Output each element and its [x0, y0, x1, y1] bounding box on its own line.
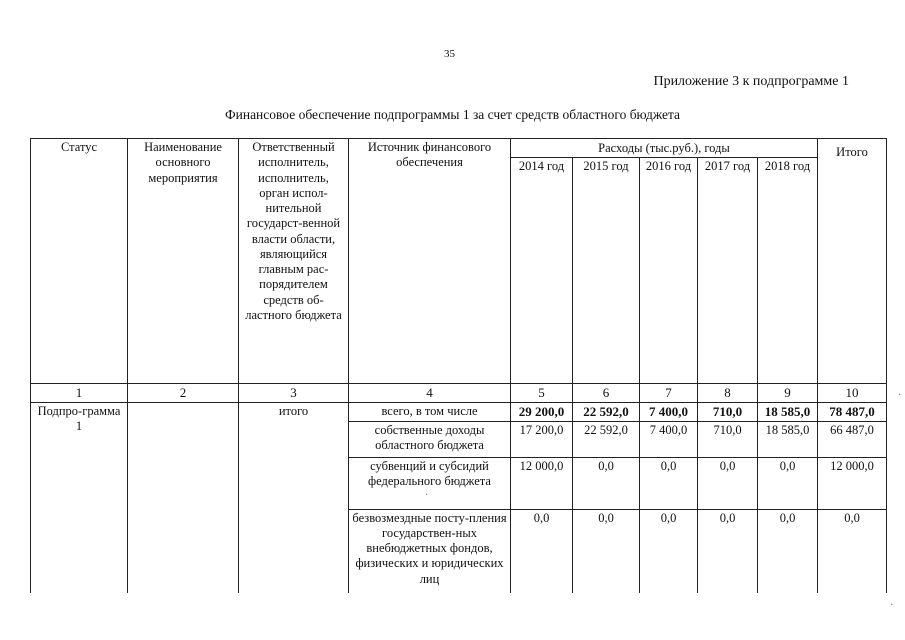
value-2018: 0,0 — [758, 509, 818, 593]
header-expenses-group: Расходы (тыс.руб.), годы — [511, 139, 818, 158]
column-number: 7 — [640, 384, 698, 403]
header-row — [31, 139, 887, 158]
column-number: 2 — [128, 384, 239, 403]
column-number: 1 — [31, 384, 128, 403]
value-2015: 22 592,0 — [573, 421, 640, 457]
header-year-2014: 2014 год — [511, 158, 573, 384]
header-source: Источник финансового обеспечения — [349, 139, 511, 384]
value-2016: 0,0 — [640, 509, 698, 593]
value-2014: 0,0 — [511, 509, 573, 593]
value-2017: 710,0 — [698, 402, 758, 421]
budget-table — [30, 138, 887, 593]
value-2018: 0,0 — [758, 457, 818, 509]
header-year-2017: 2017 год — [698, 158, 758, 384]
header-event-name: Наименование основного мероприятия — [128, 139, 239, 384]
value-2014: 17 200,0 — [511, 421, 573, 457]
value-2016: 7 400,0 — [640, 421, 698, 457]
program-event-name — [128, 402, 239, 593]
header-year-2018: 2018 год — [758, 158, 818, 384]
value-total: 66 487,0 — [818, 421, 887, 457]
column-number: 4 — [349, 384, 511, 403]
column-number: 8 — [698, 384, 758, 403]
value-2015: 0,0 — [573, 509, 640, 593]
value-2017: 710,0 — [698, 421, 758, 457]
value-2017: 0,0 — [698, 457, 758, 509]
program-executor: итого — [239, 402, 349, 593]
value-2014: 29 200,0 — [511, 402, 573, 421]
program-status: Подпро-грамма 1 — [31, 402, 128, 593]
column-numbers-row — [31, 384, 887, 403]
column-number: 10 — [818, 384, 887, 403]
value-2016: 0,0 — [640, 457, 698, 509]
row-source: всего, в том числе — [349, 402, 511, 421]
page-number: 35 — [444, 48, 455, 60]
header-year-2016: 2016 год — [640, 158, 698, 384]
scan-artifact: · — [425, 490, 429, 501]
value-2018: 18 585,0 — [758, 402, 818, 421]
column-number: 9 — [758, 384, 818, 403]
row-source: собственные доходы областного бюджета — [349, 421, 511, 457]
value-2017: 0,0 — [698, 509, 758, 593]
appendix-label: Приложение 3 к подпрограмме 1 — [653, 74, 849, 89]
document-title: Финансовое обеспечение подпрограммы 1 за счет средств областного бюджета — [224, 107, 681, 122]
table-row-total — [31, 402, 887, 421]
value-2015: 0,0 — [573, 457, 640, 509]
header-executor: Ответственный исполнитель, исполнитель, орган испол-нительной государст-венной власти области, являющийся главным рас-порядителем средств об-ластного бюджета — [239, 139, 349, 384]
value-2014: 12 000,0 — [511, 457, 573, 509]
column-number: 3 — [239, 384, 349, 403]
column-number: 5 — [511, 384, 573, 403]
header-total: Итого — [818, 139, 887, 384]
value-2018: 18 585,0 — [758, 421, 818, 457]
scan-artifact: · — [890, 600, 894, 611]
header-status: Статус — [31, 139, 128, 384]
header-year-2015: 2015 год — [573, 158, 640, 384]
value-total: 0,0 — [818, 509, 887, 593]
row-source: безвозмездные посту-пления государствен-ных внебюджетных фондов, физических и юридических лиц — [349, 509, 511, 593]
value-2016: 7 400,0 — [640, 402, 698, 421]
row-source: субвенций и субсидий федерального бюджета — [349, 457, 511, 509]
value-2015: 22 592,0 — [573, 402, 640, 421]
scan-artifact: · — [898, 390, 902, 401]
column-number: 6 — [573, 384, 640, 403]
value-total: 78 487,0 — [818, 402, 887, 421]
value-total: 12 000,0 — [818, 457, 887, 509]
